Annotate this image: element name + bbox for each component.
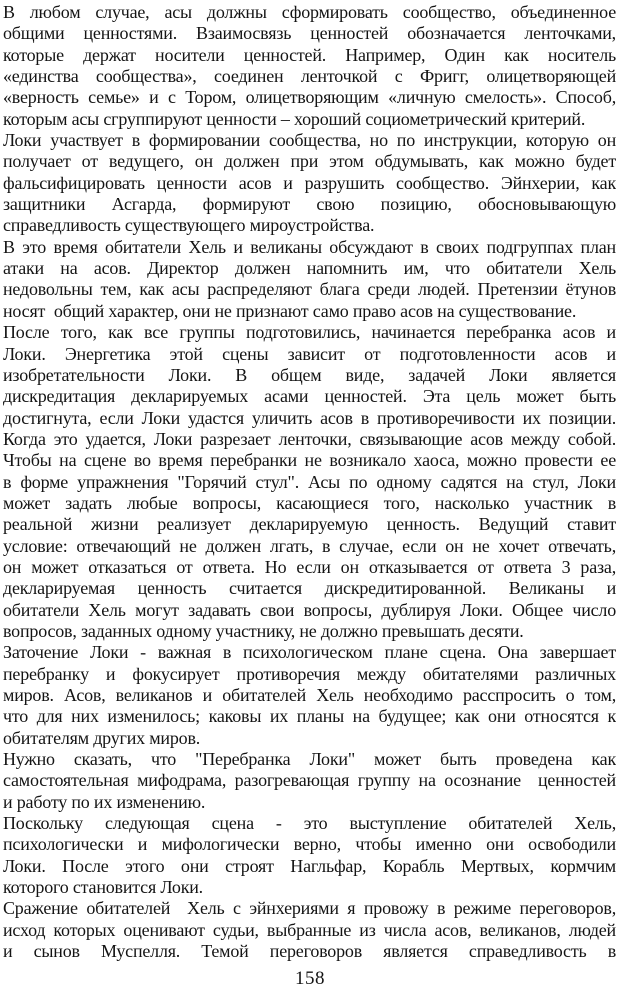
text-line: условие: отвечающий не должен лгать, в случае, если он не хочет отвечать, — [3, 535, 616, 556]
text-line: После того, как все группы подготовились, начинается перебранка асов и — [3, 322, 616, 343]
text-line: Чтобы на сцене во время перебранки не возникало хаоса, можно провести ее — [3, 450, 616, 471]
text-line: декларируемая ценность считается дискредитированной. Великаны и — [3, 578, 616, 599]
text-line: он может отказаться от ответа. Но если он отказывается от ответа 3 раза, — [3, 556, 616, 577]
text-line: Локи участвует в формировании сообщества, но по инструкции, которую он — [3, 130, 616, 151]
text-line: Поскольку следующая сцена - это выступление обитателей Хель, — [3, 813, 616, 834]
text-line: изобретательности Локи. В общем виде, задачей Локи является — [3, 364, 616, 385]
text-line: исход которых оценивают судьи, выбранные из числа асов, великанов, людей — [3, 919, 616, 940]
text-line: психологически и мифологически верно, чтобы именно они освободили — [3, 834, 616, 855]
text-line: и сынов Муспелля. Темой переговоров является справедливость в — [3, 941, 616, 962]
text-line: атаки на асов. Директор должен напомнить им, что обитатели Хель — [3, 258, 616, 279]
text-line: Локи. После этого они строят Нагльфар, Корабль Мертвых, кормчим — [3, 855, 616, 876]
text-line: недовольны тем, как асы распределяют блага среди людей. Претензии ётунов — [3, 279, 616, 300]
text-line: «верность семье» и с Тором, олицетворяющим «личную смелость». Способ, — [3, 87, 616, 108]
text-line: Нужно сказать, что "Перебранка Локи" может быть проведена как — [3, 749, 616, 770]
text-line: перебранку и фокусирует противоречия между обитателями различных — [3, 663, 616, 684]
text-line: достигнута, если Локи удастся уличить асов в противоречивости их позиции. — [3, 407, 616, 428]
text-line: обитателям других миров. — [3, 727, 201, 748]
text-line: получает от ведущего, он должен при этом обдумывать, как можно будет — [3, 151, 616, 172]
text-line: защитники Асгарда, формируют свою позицию, обосновывающую — [3, 194, 616, 215]
text-line: дискредитация декларируемых асами ценностей. Эта цель может быть — [3, 386, 616, 407]
text-line: которого становится Локи. — [3, 877, 203, 898]
text-line: справедливость существующего мироустройства. — [3, 215, 375, 236]
text-line: «единства сообщества», соединен ленточкой с Фригг, олицетворяющей — [3, 66, 616, 87]
text-line: общими ценностями. Взаимосвязь ценностей обозначается ленточками, — [3, 23, 616, 44]
page-number: 158 — [295, 968, 325, 989]
text-line: что для них изменилось; каковы их планы на будущее; как они относятся к — [3, 706, 616, 727]
text-line: которые держат носители ценностей. Например, Один как носитель — [3, 44, 616, 65]
text-line: в форме упражнения "Горячий стул". Асы по одному садятся на стул, Локи — [3, 471, 616, 492]
text-line: В это время обитатели Хель и великаны обсуждают в своих подгруппах план — [3, 236, 616, 257]
text-line: Когда это удается, Локи разрезает ленточки, связывающие асов между собой. — [3, 428, 616, 449]
text-line: Локи. Энергетика этой сцены зависит от подготовленности асов и — [3, 343, 616, 364]
text-line: самостоятельная мифодрама, разогревающая группу на осознание ценностей — [3, 770, 616, 791]
text-line: которым асы сгруппируют ценности – хороший социометрический критерий. — [3, 108, 586, 129]
text-line: обитатели Хель могут задавать свои вопросы, дублируя Локи. Общее число — [3, 599, 616, 620]
text-line: может задать любые вопросы, касающиеся того, насколько участник в — [3, 492, 616, 513]
text-line: и работу по их изменению. — [3, 791, 206, 812]
text-line: вопросов, заданных одному участнику, не должно превышать десяти. — [3, 620, 524, 641]
text-line: фальсифицировать ценности асов и разрушить сообщество. Эйнхерии, как — [3, 172, 616, 193]
text-line: миров. Асов, великанов и обитателей Хель необходимо расспросить о том, — [3, 685, 616, 705]
text-line: реальной жизни реализует декларируемую ценность. Ведущий ставит — [3, 514, 616, 535]
text-line: носят общий характер, они не признают само право асов на существование. — [3, 300, 577, 321]
page-text — [3, 2, 616, 962]
text-line: Заточение Локи - важная в психологическом плане сцена. Она завершает — [3, 642, 616, 663]
text-line: Сражение обитателей Хель с эйнхериями я провожу в режиме переговоров, — [3, 898, 616, 919]
text-line: В любом случае, асы должны сформировать сообщество, объединенное — [3, 2, 616, 22]
